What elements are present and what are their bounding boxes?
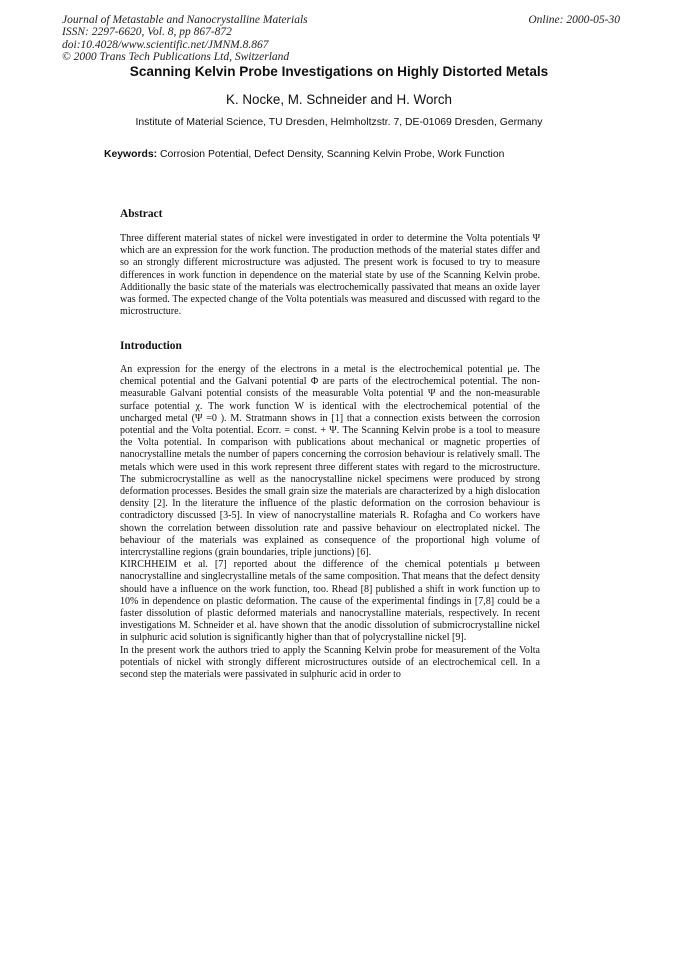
journal-name: Journal of Metastable and Nanocrystalline Materials [62, 14, 308, 26]
journal-info [62, 14, 308, 64]
online-date: Online: 2000-05-30 [528, 14, 620, 26]
keywords-label: Keywords: [104, 149, 158, 160]
intro-paragraph-2: KIRCHHEIM et al. [7] reported about the difference of the chemical potentials μ between nanocrystalline and singlecrystalline metals of the same composition. That means that the defect density should have a influence on the work function, too. Rhead [8] published a shift in work function up to 10% in dependence on plastic deformation. The cause of the experimental findings in [7,8] could be a faster dissolution of plastic deformed materials and nanocrystalline materials, respectively. In recent investigations M. Schneider et al. have shown that the anodic dissolution of submicrocrystalline nickel in sulphuric acid solution is significantly higher than that of polycrystalline nickel [9]. [120, 559, 540, 644]
introduction-heading: Introduction [120, 340, 182, 352]
intro-paragraph-1: An expression for the energy of the electrons in a metal is the electrochemical potential μe. The chemical potential and the Galvani potential Φ are parts of the electrochemical potential. The non-measurable Galvani potential consists of the measurable Volta potential Ψ and the non-measurable surface potential χ. The work function W is identical with the electrochemical potential of the uncharged metal (Ψ =0 ). M. Stratmann shows in [1] that a connection exists between the corrosion potential and the Volta potential. Ecorr. = const. + Ψ. The Scanning Kelvin probe is a tool to measure the Volta potential. In comparison with publications about mechanical or magnetic properties of nanocrystalline metals the number of papers concerning the corrosion behaviour is relatively small. The metals which were used in this work represent three different states with regard to the microstructure. The submicrocrystalline as well as the nanocrystalline nickel specimens were produced by strong deformation processes. Besides the small grain size the materials are characterized by a high dislocation density [2]. In the literature the influence of the plastic deformation on the corrosion behaviour is contradictory discussed [3-5]. In view of nanocrystalline materials R. Rofagha and Co workers have shown the correlation between dissolution rate and passive behaviour on electroplated nickel. The behaviour of the materials was explained as consequence of the proportional high volume of intercrystalline regions (grain boundaries, triple junctions) [6]. [120, 364, 540, 559]
keywords-text: Corrosion Potential, Defect Density, Scanning Kelvin Probe, Work Function [160, 149, 505, 160]
introduction-body [120, 364, 540, 681]
journal-copyright: © 2000 Trans Tech Publications Ltd, Switzerland [62, 51, 290, 64]
keywords-line [104, 149, 504, 160]
abstract-body [120, 233, 540, 318]
journal-doi: doi:10.4028/www.scientific.net/JMNM.8.867 [62, 38, 269, 51]
abstract-heading: Abstract [120, 208, 163, 220]
abstract-paragraph: Three different material states of nickel were investigated in order to determine the Volta potentials Ψ which are an expression for the work function. The production methods of the material states differ and so an strongly different microstructure was adjusted. The present work is focused to try to measure differences in work function in dependence on the material state by use of the Scanning Kelvin probe. Additionally the basic state of the materials was electrochemically passivated that means an oxide layer was formed. The expected change of the Volta potentials was measured and discussed with regard to the microstructure. [120, 233, 540, 318]
paper-affiliation: Institute of Material Science, TU Dresden, Helmholtzstr. 7, DE-01069 Dresden, Germany [135, 117, 543, 128]
paper-title: Scanning Kelvin Probe Investigations on Highly Distorted Metals [129, 64, 549, 79]
journal-issn: ISSN: 2297-6620, Vol. 8, pp 867-872 [62, 26, 232, 39]
paper-authors: K. Nocke, M. Schneider and H. Worch [226, 92, 452, 107]
intro-paragraph-3: In the present work the authors tried to apply the Scanning Kelvin probe for measurement of the Volta potentials of nickel with strongly different microstructures outside of an electrochemical cell. In a second step the materials were passivated in sulphuric acid in order to [120, 644, 540, 681]
